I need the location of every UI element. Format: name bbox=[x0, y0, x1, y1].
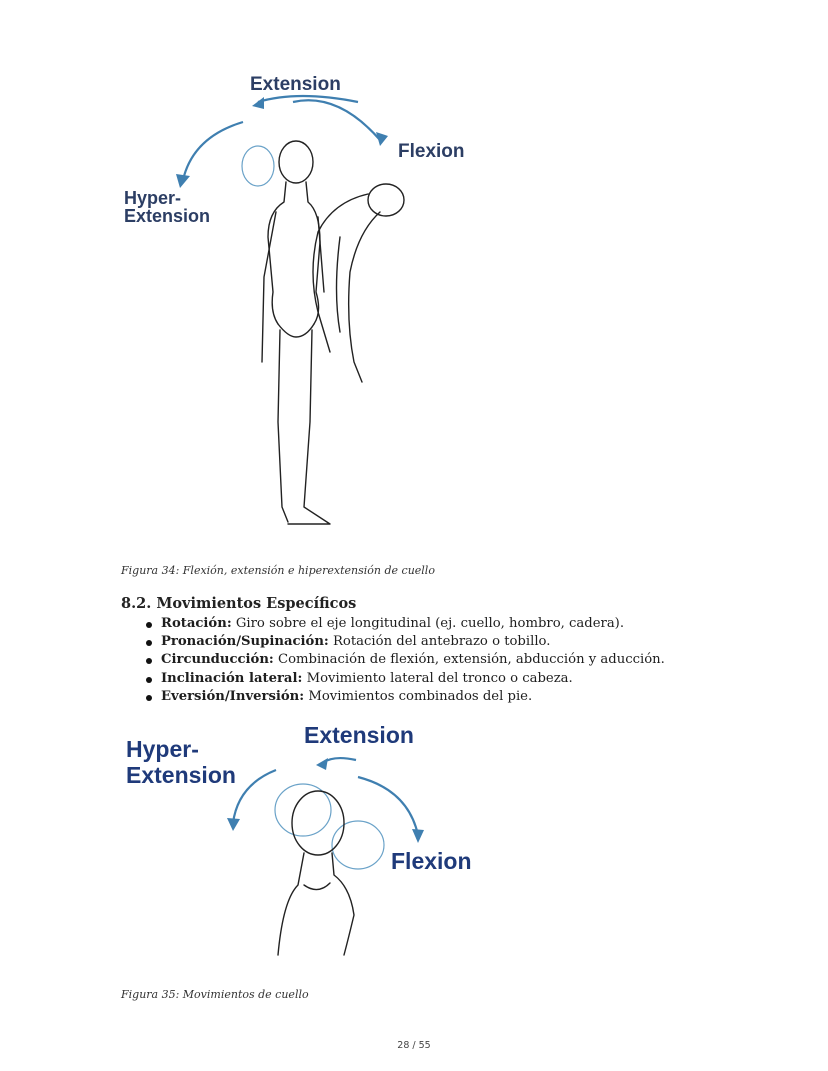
page-number: 28 / 55 bbox=[397, 1040, 431, 1051]
list-item-desc: Rotación del antebrazo o tobillo. bbox=[328, 634, 551, 650]
list-item-term: Pronación/Supinación: bbox=[161, 634, 329, 650]
label-hyper-line2: Extension bbox=[126, 762, 236, 788]
standing-figure bbox=[262, 141, 330, 524]
arrow-flexion bbox=[293, 100, 380, 140]
label-hyper-line2: Extension bbox=[124, 206, 211, 226]
arrow-extension bbox=[323, 758, 356, 763]
list-item-term: Rotación: bbox=[161, 616, 232, 631]
figure-35-caption: Figura 35: Movimientos de cuello bbox=[121, 988, 309, 1001]
figure-35-illustration bbox=[118, 715, 498, 960]
list-item bbox=[161, 633, 665, 651]
list-item-desc: Giro sobre el eje longitudinal (ej. cuello, hombro, cadera). bbox=[231, 616, 625, 631]
list-item bbox=[161, 688, 665, 706]
bent-figure bbox=[313, 184, 404, 382]
label-hyper-line1: Hyper- bbox=[124, 188, 182, 208]
ghost-head-back bbox=[242, 146, 274, 186]
list-item-term: Eversión/Inversión: bbox=[161, 688, 305, 704]
movement-list bbox=[121, 615, 665, 706]
list-item-term: Circunducción: bbox=[161, 652, 274, 668]
list-item bbox=[161, 615, 665, 633]
arrow-hyperextension bbox=[233, 770, 276, 823]
ghost-head-forward bbox=[332, 821, 384, 869]
neck-figure bbox=[278, 791, 354, 955]
figure-34-caption: Figura 34: Flexión, extensión e hiperextensión de cuello bbox=[121, 564, 435, 577]
label-hyper-line1: Hyper- bbox=[126, 736, 199, 762]
label-extension: Extension bbox=[304, 722, 414, 748]
arrowhead-extension bbox=[316, 758, 328, 770]
list-item-desc: Movimientos combinados del pie. bbox=[304, 688, 533, 704]
section-heading: 8.2. Movimientos Específicos bbox=[121, 595, 357, 612]
arrowhead-flexion bbox=[412, 829, 424, 843]
figure-34-illustration bbox=[118, 62, 488, 537]
list-item-desc: Combinación de flexión, extensión, abducción y aducción. bbox=[273, 652, 665, 668]
list-item-term: Inclinación lateral: bbox=[161, 670, 303, 686]
arrow-flexion bbox=[358, 777, 418, 835]
arrowhead-hyperextension bbox=[176, 174, 190, 188]
label-extension: Extension bbox=[250, 74, 341, 95]
label-flexion: Flexion bbox=[398, 141, 465, 162]
list-item bbox=[161, 670, 665, 688]
arrow-hyperextension bbox=[183, 122, 243, 180]
arrowhead-extension bbox=[252, 97, 264, 109]
list-item-desc: Movimiento lateral del tronco o cabeza. bbox=[302, 670, 573, 686]
arrowhead-hyperextension bbox=[227, 818, 240, 831]
label-flexion: Flexion bbox=[391, 848, 472, 874]
list-item bbox=[161, 651, 665, 669]
